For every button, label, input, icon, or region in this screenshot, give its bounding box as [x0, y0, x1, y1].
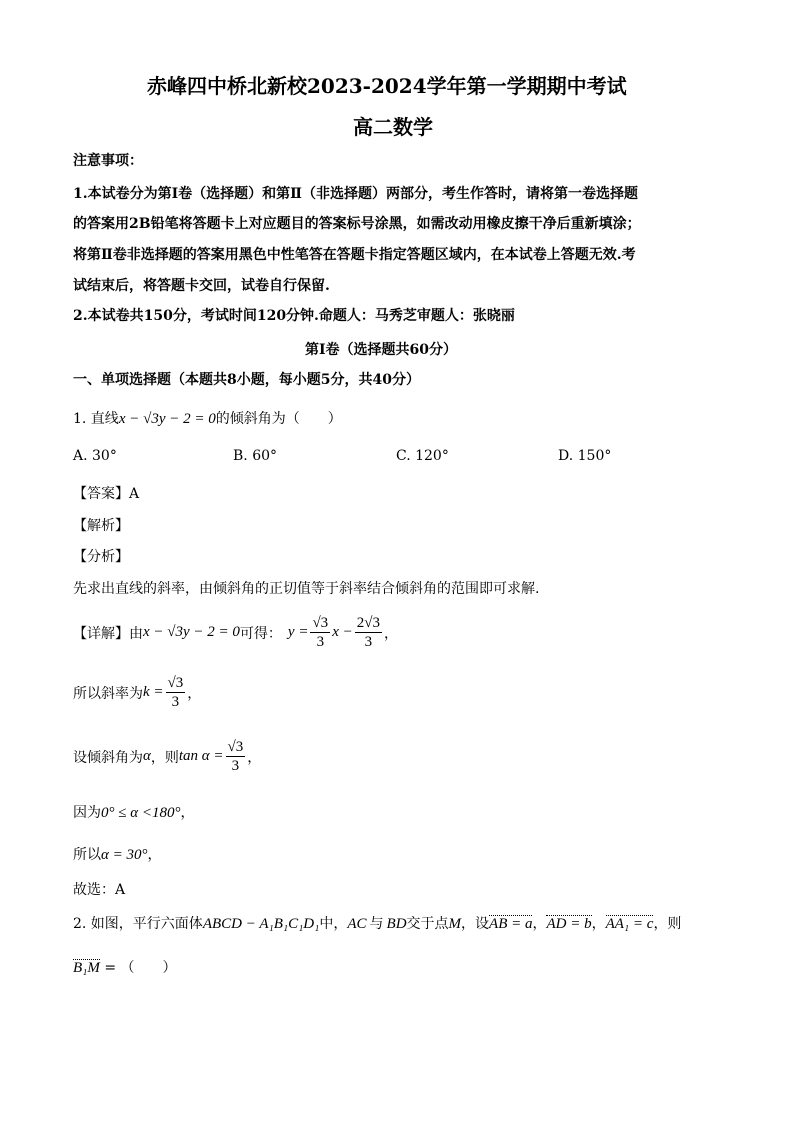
detail-from: 由: [129, 625, 143, 642]
section-heading: 一、单项选择题（本题共8小题，每小题5分，共40分）: [73, 372, 420, 388]
slope-fraction-2: [355, 614, 382, 651]
angle-mid: ，则: [150, 749, 179, 766]
detail-label: 【详解】: [73, 625, 129, 642]
slope-suffix: ，: [187, 685, 202, 702]
question-2-prefix: 2. 如图，平行六面体: [73, 916, 203, 932]
answer-label: 【答案】A: [73, 486, 140, 502]
alpha-symbol: α: [143, 748, 151, 764]
exam-title: 赤峰四中桥北新校2023-2024学年第一学期期中考试: [147, 74, 627, 98]
q2-text: ，: [591, 916, 606, 932]
solid-name: ABCD − A₁B₁C₁D₁: [202, 916, 320, 932]
exam-subject: 高二数学: [353, 115, 433, 139]
fraction-numerator: √3: [167, 675, 184, 691]
tan-suffix: ，: [247, 749, 262, 766]
fraction-numerator: √3: [312, 615, 329, 631]
choice-line: 故选：A: [73, 882, 126, 898]
result-line: [73, 844, 162, 864]
notice-line: 将第Ⅱ卷非选择题的答案用黑色中性笔答在答题卡指定答题区域内，在本试卷上答题无效.考: [73, 247, 636, 263]
slope-k-fraction: [166, 674, 186, 711]
q2-text: ，: [532, 916, 547, 932]
fraction-denominator: 3: [316, 634, 325, 650]
fraction-denominator: 3: [364, 634, 373, 650]
slope-comma: ，: [383, 625, 398, 642]
option-b: B. 60°: [233, 448, 278, 464]
result-equation: α = 30°: [101, 847, 148, 863]
slope-mid: x −: [332, 624, 353, 640]
slope-prefix: 所以斜率为: [73, 685, 143, 702]
fraction-numerator: 2√3: [356, 615, 380, 631]
fraction-denominator: 3: [171, 694, 180, 710]
range-line: [73, 802, 194, 822]
question-1: [73, 408, 342, 428]
q2-text: 与: [369, 916, 384, 932]
q2-text: ，设: [461, 916, 490, 932]
option-c: C. 120°: [396, 448, 449, 464]
segment-bd: BD: [386, 916, 407, 932]
range-suffix: ，: [180, 805, 195, 821]
slope-fraction-1: [310, 614, 330, 651]
vector-b1m: B₁M: [73, 960, 100, 976]
angle-line: [73, 738, 261, 775]
detail-line: [73, 614, 398, 651]
notice-line: 2.本试卷共150分，考试时间120分钟.命题人：马秀芝审题人：张晓丽: [73, 308, 515, 324]
result-suffix: ，: [147, 847, 162, 863]
range-prefix: 因为: [73, 805, 101, 821]
slope-k: k =: [143, 684, 164, 700]
notice-heading: 注意事项：: [73, 153, 143, 169]
option-d: D. 150°: [558, 448, 612, 464]
reasoning-text: 先求出直线的斜率，由倾斜角的正切值等于斜率结合倾斜角的范围即可求解.: [73, 581, 540, 597]
tan-fraction: [226, 738, 246, 775]
vector-ab: AB = a: [489, 916, 533, 932]
vector-aa1: AA₁ = c: [605, 916, 654, 932]
notice-line: 试结束后，将答题卡交回，试卷自行保留.: [73, 278, 330, 294]
option-a: A. 30°: [73, 448, 117, 464]
tan-eq: tan α =: [178, 748, 224, 764]
detail-get: 可得：: [239, 625, 282, 642]
q2-text: = （ ）: [99, 960, 177, 976]
question-1-suffix: 的倾斜角为（ ）: [215, 411, 342, 427]
reasoning-label: 【分析】: [73, 549, 129, 565]
question-2: [73, 913, 681, 933]
vector-ad: AD = b: [546, 916, 592, 932]
fraction-denominator: 3: [231, 758, 240, 774]
angle-prefix: 设倾斜角为: [73, 749, 143, 766]
slope-line: [73, 674, 201, 711]
question-1-prefix: 1. 直线: [73, 411, 119, 427]
result-prefix: 所以: [73, 847, 101, 863]
notice-line: 的答案用2B铅笔将答题卡上对应题目的答案标号涂黑，如需改动用橡皮擦干净后重新填涂；: [73, 216, 641, 232]
part-heading: 第Ⅰ卷（选择题共60分）: [305, 342, 458, 358]
q2-text: 交于点: [406, 916, 449, 932]
segment-ac: AC: [347, 916, 367, 932]
detail-equation: x − √3y − 2 = 0: [143, 624, 240, 640]
q2-text: 中，: [319, 916, 348, 932]
notice-line: 1.本试卷分为第Ⅰ卷（选择题）和第Ⅱ（非选择题）两部分，考生作答时，请将第一卷选择题: [73, 186, 638, 202]
analysis-label: 【解析】: [73, 518, 129, 534]
fraction-numerator: √3: [227, 739, 244, 755]
q2-text: ，则: [653, 916, 682, 932]
question-2-line-2: [73, 957, 177, 977]
range-inequality: 0° ≤ α <180°: [101, 805, 181, 821]
point-m: M: [448, 916, 462, 932]
slope-eq-lhs: y =: [287, 624, 309, 640]
question-1-equation: x − √3y − 2 = 0: [118, 411, 216, 427]
